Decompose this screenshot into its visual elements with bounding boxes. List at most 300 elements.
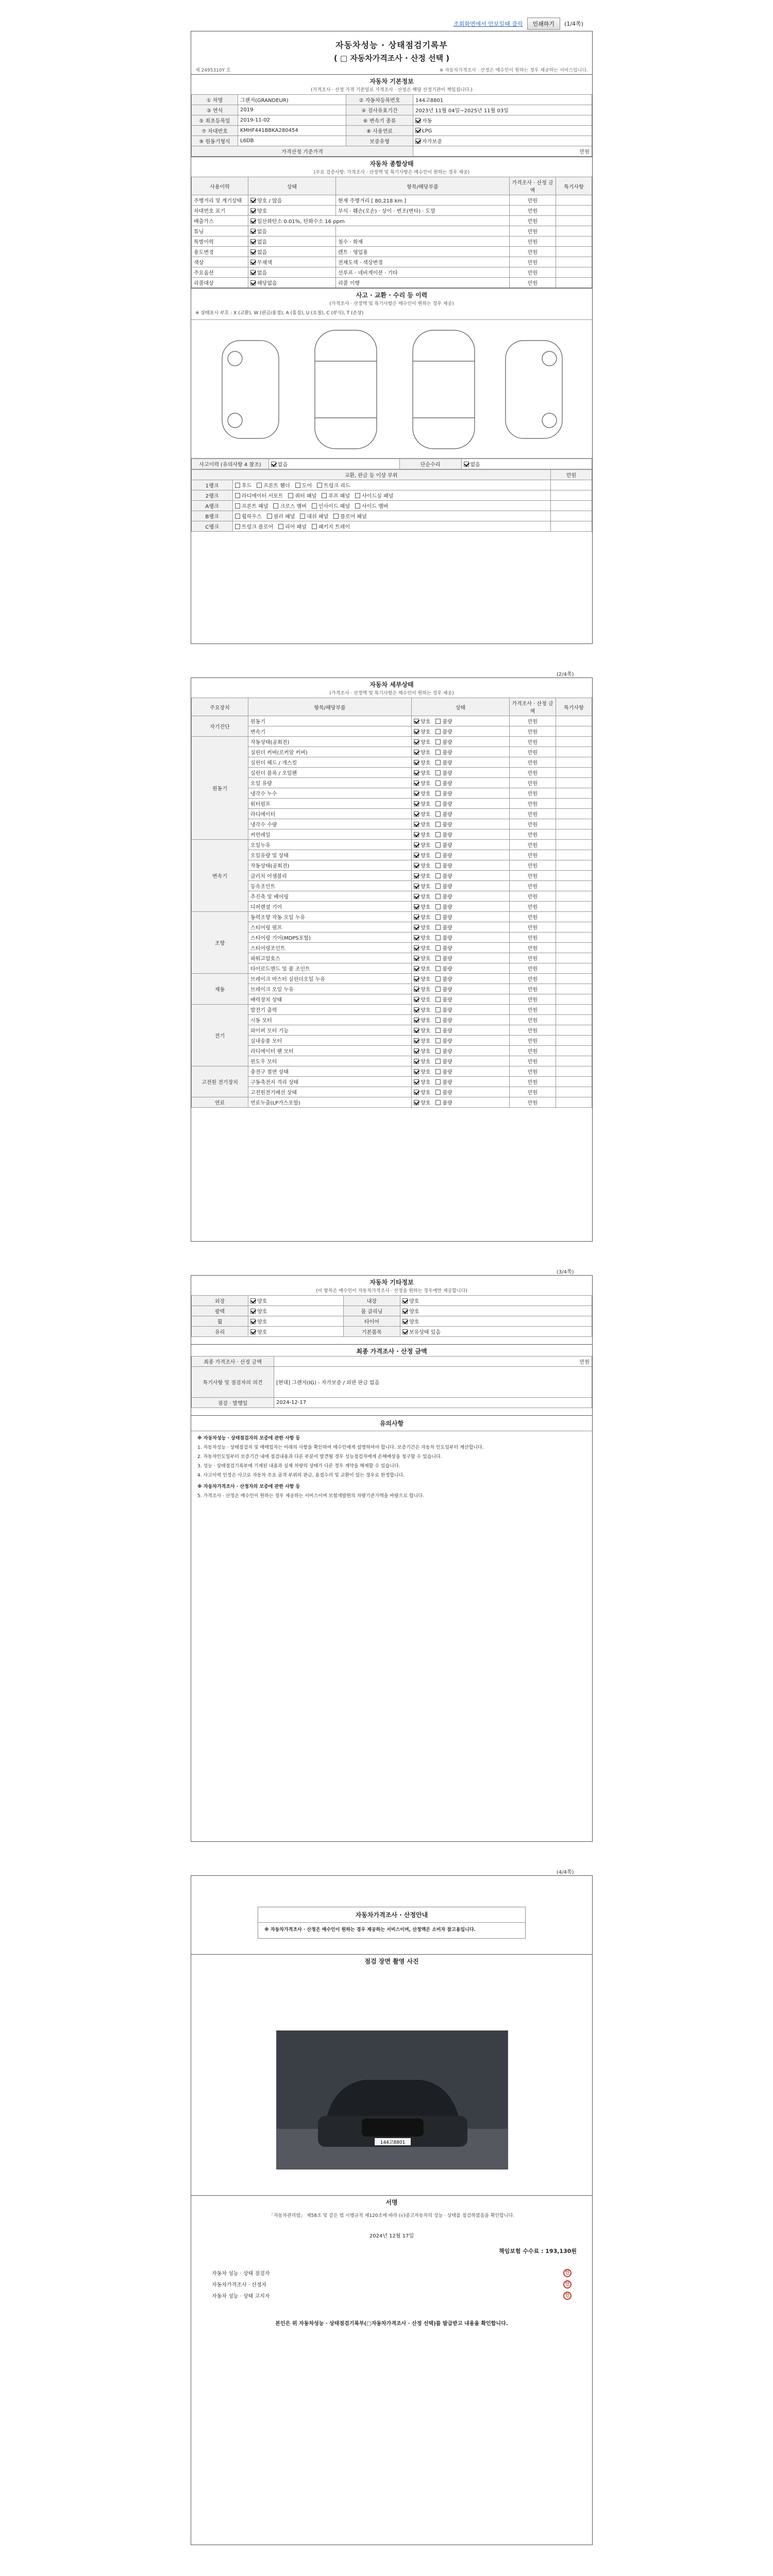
detail-item: 고전원전기배선 상태 xyxy=(248,1087,412,1097)
table-row xyxy=(192,500,592,511)
table-row xyxy=(192,1036,592,1046)
detail-price: 만원 xyxy=(510,829,556,840)
detail-item: 실린더 헤드 / 개스킷 xyxy=(248,757,412,768)
detail-state: 양호 불량 xyxy=(412,829,510,840)
seal-icon: 인 xyxy=(563,2280,572,2289)
table-row xyxy=(192,829,592,840)
sign-sub: 「자동차관리법」 제58조 및 같은 법 시행규칙 제120조에 따라 (√)중고자동차의 성능 · 상태를 점검하였음을 확인합니다. xyxy=(268,2213,515,2218)
date-value: 2024-12-17 xyxy=(274,1398,592,1408)
checkbox-icon xyxy=(435,1059,441,1064)
detail-note xyxy=(556,963,592,974)
table-row xyxy=(192,95,592,105)
detail-item: 시동 모터 xyxy=(248,1015,412,1025)
checkbox-icon xyxy=(435,832,441,837)
detail-state: 양호 불량 xyxy=(412,1066,510,1077)
table-row xyxy=(192,850,592,860)
detail-note xyxy=(556,881,592,891)
detail-note xyxy=(556,799,592,809)
table-row xyxy=(192,757,592,768)
detail-item: 커먼레일 xyxy=(248,829,412,840)
row-label: 색상 xyxy=(192,257,248,267)
row-price: 만원 xyxy=(510,257,556,267)
column-header: 가격조사 · 산정 금액 xyxy=(510,177,556,195)
help-link[interactable]: 조회화면에서 안보일때 클릭 xyxy=(453,21,523,27)
detail-state: 양호 불량 xyxy=(412,1087,510,1097)
label-inspect-period: ④ 검사유효기간 xyxy=(346,105,413,115)
detail-note xyxy=(556,953,592,963)
checkbox-icon xyxy=(435,997,441,1002)
detail-note xyxy=(556,860,592,871)
detail-note xyxy=(556,716,592,726)
detail-note xyxy=(556,768,592,778)
row-label: 외장 xyxy=(192,1296,248,1306)
table-row xyxy=(192,1306,592,1316)
detail-price: 만원 xyxy=(510,943,556,953)
table-row xyxy=(192,912,592,922)
table-row xyxy=(192,819,592,829)
row-label: 타이어 xyxy=(343,1316,400,1327)
vin: KMHF441BBKA280454 xyxy=(238,126,346,136)
device-group-label: 전기 xyxy=(192,1005,248,1066)
extra-section-sub: (이 항목은 매수인이 자동차가격조사 · 산정을 원하는 경우에만 제공합니다) xyxy=(316,1289,467,1294)
detail-state: 양호 불량 xyxy=(412,871,510,881)
detail-item: 발전기 출력 xyxy=(248,1005,412,1015)
detail-note xyxy=(556,737,592,747)
detail-price: 만원 xyxy=(510,1087,556,1097)
column-header: 가격조사 · 산정 금액 xyxy=(510,698,556,716)
table-row xyxy=(192,257,592,267)
checkbox-icon xyxy=(250,239,256,244)
detail-state: 양호 불량 xyxy=(412,819,510,829)
rank-label: A랭크 xyxy=(192,500,233,511)
row-state: 일산화탄소 0.01%, 탄화수소 16 ppm xyxy=(248,216,510,226)
law-note: ※ 자동차가격조사 · 산정은 매수인이 원하는 경우 제공하는 서비스입니다. xyxy=(439,68,588,73)
row-state: 양호 xyxy=(248,206,336,216)
notice-para: 3. 성능 · 상태점검기록부에 기재된 내용과 실제 차량의 상태가 다른 경우 계약을 해제할 수 있습니다. xyxy=(197,1463,400,1469)
column-header: 상태 xyxy=(248,177,336,195)
label-reg-no: ② 자동차등록번호 xyxy=(346,95,413,105)
row-label: 기본품목 xyxy=(343,1327,400,1337)
table-row xyxy=(192,1046,592,1056)
row-detail: 선루프 · 네비게이션 · 기타 xyxy=(336,267,510,278)
detail-price: 만원 xyxy=(510,1015,556,1025)
checkbox-icon xyxy=(435,729,441,734)
detail-price: 만원 xyxy=(510,819,556,829)
row-value: 양호 xyxy=(400,1306,592,1316)
checkbox-icon xyxy=(414,945,419,951)
top-toolbar xyxy=(453,18,583,30)
checkbox-icon xyxy=(414,1100,419,1105)
page-number-2: (2/4쪽) xyxy=(557,672,574,677)
detail-state: 양호 불량 xyxy=(412,1036,510,1046)
detail-price: 만원 xyxy=(510,1025,556,1036)
detail-section-sub: (가격조사 · 산정액 및 특기사항은 매수인이 원하는 경우 제공) xyxy=(329,691,454,696)
label-accident: 사고이력 (유의사항 4 참조) xyxy=(192,459,269,469)
checkbox-icon xyxy=(414,719,419,724)
table-row xyxy=(192,788,592,799)
checkbox-icon xyxy=(435,863,441,868)
rank-label: C랭크 xyxy=(192,521,233,531)
page-number-3: (3/4쪽) xyxy=(557,1269,574,1275)
signer-row: 자동차 성능 · 상태 점검자 인 xyxy=(191,2267,592,2279)
row-label: 리콜대상 xyxy=(192,278,248,288)
date-label: 점검 · 발행일 xyxy=(192,1398,274,1408)
detail-note xyxy=(556,1036,592,1046)
detail-state: 양호 불량 xyxy=(412,943,510,953)
row-price: 만원 xyxy=(510,278,556,288)
print-button[interactable]: 인쇄하기 xyxy=(527,18,561,30)
checkbox-icon xyxy=(415,139,421,144)
checkbox-icon xyxy=(435,945,441,951)
checkbox-icon xyxy=(414,842,419,848)
detail-item: 라디에이터 xyxy=(248,809,412,819)
detail-price: 만원 xyxy=(510,1077,556,1087)
device-group-label: 고전원 전기장치 xyxy=(192,1066,248,1097)
detail-price: 만원 xyxy=(510,902,556,912)
row-detail: 침수 · 화재 xyxy=(336,236,510,247)
car-top-view xyxy=(315,330,377,449)
row-detail xyxy=(336,226,510,236)
doc-title: 자동차성능 · 상태점검기록부 xyxy=(335,40,448,50)
detail-item: 스티어링 기어(MDPS포함) xyxy=(248,933,412,943)
label-transmission: ⑥ 변속기 종류 xyxy=(346,115,413,126)
table-row xyxy=(192,963,592,974)
detail-state: 양호 불량 xyxy=(412,891,510,902)
year: 2019 xyxy=(238,105,346,115)
checkbox-icon xyxy=(414,966,419,971)
detail-state: 양호 불량 xyxy=(412,922,510,933)
detail-item: 오일유량 및 상태 xyxy=(248,850,412,860)
label-fuel: ⑧ 사용연료 xyxy=(346,126,413,136)
checkbox-icon xyxy=(250,249,256,255)
sheet-page-3 xyxy=(191,1275,593,1842)
detail-state: 양호 불량 xyxy=(412,953,510,963)
detail-item: 오일 유량 xyxy=(248,778,412,788)
table-header-row xyxy=(192,698,592,716)
accident-section-title: 사고 · 교환 · 수리 등 이력 xyxy=(191,288,592,300)
detail-item: 연료누출(LP가스포함) xyxy=(248,1097,412,1108)
detail-note xyxy=(556,1025,592,1036)
checkbox-icon xyxy=(435,719,441,724)
checkbox-icon xyxy=(414,1038,419,1043)
row-value: 양호 xyxy=(248,1306,344,1316)
table-row xyxy=(192,521,592,531)
detail-state: 양호 불량 xyxy=(412,881,510,891)
checkbox-icon xyxy=(435,873,441,878)
table-row xyxy=(192,226,592,236)
checkbox-icon xyxy=(435,811,441,817)
detail-state: 양호 불량 xyxy=(412,726,510,737)
rank-parts: 후드 프론트 휀더 도어 트렁크 리드 xyxy=(233,480,551,490)
checkbox-icon xyxy=(435,801,441,806)
detail-state: 양호 불량 xyxy=(412,850,510,860)
frame-damage-table xyxy=(191,469,592,532)
detail-item: 와이퍼 모터 기능 xyxy=(248,1025,412,1036)
notice-para: 1. 자동차성능 · 상태점검자 및 매매업자는 아래의 사항을 확인하여 매수인에게 설명하여야 합니다. 보증기간은 자동차 인도일부터 계산합니다. xyxy=(197,1445,484,1450)
checkbox-icon xyxy=(414,997,419,1002)
doc-number: 제 2495310Y 호 xyxy=(195,68,231,73)
checkbox-icon xyxy=(435,1048,441,1054)
detail-price: 만원 xyxy=(510,963,556,974)
notice-para: 2. 자동차인도일부터 보증기간 내에 점검내용과 다른 부분이 발견될 경우 성능점검자에게 손해배상을 청구할 수 있습니다. xyxy=(197,1454,442,1460)
detail-note xyxy=(556,1087,592,1097)
table-row xyxy=(192,278,592,288)
detail-item: 등속조인트 xyxy=(248,881,412,891)
sign-date: 2024년 12월 17일 xyxy=(369,2233,414,2239)
checkbox-icon xyxy=(414,729,419,734)
table-row xyxy=(192,1316,592,1327)
frame-title: 교환, 판금 등 이상 부위 xyxy=(192,469,551,480)
detail-note xyxy=(556,1077,592,1087)
table-row xyxy=(192,768,592,778)
accident-summary-table xyxy=(191,459,592,469)
table-row xyxy=(192,459,592,469)
detail-price: 만원 xyxy=(510,799,556,809)
table-row xyxy=(192,1296,592,1306)
car-outline-diagram xyxy=(191,320,592,459)
checkbox-icon xyxy=(414,1059,419,1064)
detail-price: 만원 xyxy=(510,757,556,768)
table-row xyxy=(192,1327,592,1337)
row-value: 양호 xyxy=(248,1296,344,1306)
detail-state: 양호 불량 xyxy=(412,757,510,768)
accident-section-sub: (가격조사 · 산정액 및 특기사항은 매수인이 원하는 경우 제공) xyxy=(329,301,454,307)
checkbox-icon xyxy=(414,873,419,878)
table-row xyxy=(192,809,592,819)
detail-price: 만원 xyxy=(510,1046,556,1056)
checkbox-icon xyxy=(435,760,441,765)
detail-price: 만원 xyxy=(510,922,556,933)
detail-price: 만원 xyxy=(510,809,556,819)
table-row xyxy=(192,943,592,953)
inspection-photo xyxy=(276,2030,508,2170)
row-price: 만원 xyxy=(510,206,556,216)
row-price: 만원 xyxy=(510,216,556,226)
detail-state: 양호 불량 xyxy=(412,716,510,726)
rank-label: 2랭크 xyxy=(192,490,233,500)
checkbox-icon xyxy=(464,462,469,467)
price-guide-title: 자동차가격조사 · 산정안내 xyxy=(258,1907,525,1923)
table-row xyxy=(192,860,592,871)
sheet-page-2 xyxy=(191,677,593,1242)
detail-state: 양호 불량 xyxy=(412,963,510,974)
checkbox-icon xyxy=(435,1100,441,1105)
notice-title: 유의사항 xyxy=(191,1415,592,1431)
detail-item: 클러치 어셈블리 xyxy=(248,871,412,881)
detail-note xyxy=(556,747,592,757)
page-number: (1/4쪽) xyxy=(564,21,583,27)
label-first-reg: ⑤ 최초등록일 xyxy=(192,115,238,126)
table-row xyxy=(192,891,592,902)
detail-state: 양호 불량 xyxy=(412,984,510,994)
detail-item: 라디에이터 팬 모터 xyxy=(248,1046,412,1056)
checkbox-icon xyxy=(250,198,256,203)
row-value: 보유상태 있음 xyxy=(400,1327,592,1337)
price-guide-text: ※ 자동차가격조사 · 산정은 매수인이 원하는 경우 제공하는 서비스이며, 산정액은 소비자 참고용입니다. xyxy=(264,1927,476,1933)
checkbox-icon xyxy=(414,781,419,786)
notice-para: 4. 사고이력 인정은 사고로 자동차 주요 골격 부위의 판금, 용접수리 및 교환이 있는 경우로 한정합니다. xyxy=(197,1472,405,1478)
detail-item: 냉각수 누수 xyxy=(248,788,412,799)
checkbox-icon xyxy=(414,914,419,920)
detail-item: 배력장치 상태 xyxy=(248,994,412,1005)
column-header: 상태 xyxy=(412,698,510,716)
table-row xyxy=(192,840,592,850)
detail-note xyxy=(556,943,592,953)
table-row xyxy=(192,902,592,912)
column-header: 특기사항 xyxy=(556,698,592,716)
doc-subtitle: ( □ 자동차가격조사 · 산정 선택 ) xyxy=(333,54,450,63)
checkbox-icon xyxy=(415,118,421,123)
checkbox-icon xyxy=(414,894,419,899)
detail-note xyxy=(556,984,592,994)
frame-price: 만원 xyxy=(551,469,592,480)
sign-title: 서명 xyxy=(191,2195,592,2207)
table-row xyxy=(192,1398,592,1408)
detail-item: 작동상태(공회전) xyxy=(248,737,412,747)
checkbox-icon xyxy=(435,987,441,992)
row-price: 만원 xyxy=(510,195,556,206)
checkbox-icon xyxy=(414,863,419,868)
detail-note xyxy=(556,757,592,768)
row-price: 만원 xyxy=(510,226,556,236)
checkbox-icon xyxy=(435,1018,441,1023)
column-header: 주요장치 xyxy=(192,698,248,716)
checkbox-icon xyxy=(435,976,441,981)
seal-icon: 인 xyxy=(563,2269,572,2277)
simple-repair-value: 없음 xyxy=(461,459,592,469)
row-state: 양호 / 많음 xyxy=(248,195,336,206)
detail-state: 양호 불량 xyxy=(412,1005,510,1015)
checkbox-icon xyxy=(414,822,419,827)
inspect-period: 2023년 11월 04일~2025년 11월 03일 xyxy=(413,105,592,115)
notice-sub-1: ※ 자동차성능 · 상태점검자의 보증에 관한 사항 등 xyxy=(197,1436,300,1441)
detail-item: 실린더 블록 / 오일팬 xyxy=(248,768,412,778)
notice-body xyxy=(191,1431,592,1506)
rank-parts: 휠하우스 필러 패널 대쉬 패널 플로어 패널 xyxy=(233,511,551,521)
table-row xyxy=(192,737,592,747)
row-state: 없음 xyxy=(248,226,336,236)
checkbox-icon xyxy=(414,956,419,961)
checkbox-icon xyxy=(250,280,256,285)
detail-note xyxy=(556,829,592,840)
table-row xyxy=(192,146,592,157)
photo-title: 점검 장면 촬영 사진 xyxy=(191,1954,592,1966)
signer-row: 자동차 성능 · 상태 고지자 인 xyxy=(191,2290,592,2301)
detail-price: 만원 xyxy=(510,1036,556,1046)
extra-section-title: 자동차 기타정보 xyxy=(369,1279,414,1286)
table-row xyxy=(192,105,592,115)
table-row xyxy=(192,726,592,737)
detail-table xyxy=(191,698,592,1108)
rank-label: 1랭크 xyxy=(192,480,233,490)
checkbox-icon xyxy=(435,1038,441,1043)
row-label: 배출가스 xyxy=(192,216,248,226)
detail-price: 만원 xyxy=(510,860,556,871)
checkbox-icon xyxy=(414,1018,419,1023)
table-row xyxy=(192,195,592,206)
row-label: 룸 클리닝 xyxy=(343,1306,400,1316)
detail-item: 디퍼렌셜 기어 xyxy=(248,902,412,912)
checkbox-icon xyxy=(414,1028,419,1033)
table-row xyxy=(192,974,592,984)
row-label: 튜닝 xyxy=(192,226,248,236)
checkbox-icon xyxy=(414,884,419,889)
table-header-row xyxy=(192,177,592,195)
detail-price: 만원 xyxy=(510,850,556,860)
row-state: 해당없음 xyxy=(248,278,336,288)
detail-state: 양호 불량 xyxy=(412,902,510,912)
accident-value: 없음 xyxy=(269,459,400,469)
detail-state: 양호 불량 xyxy=(412,1097,510,1108)
notice-para: 5. 가격조사 · 산정은 매수인이 원하는 경우 제공하는 서비스이며 보험개발원의 차량기준가액을 바탕으로 합니다. xyxy=(197,1493,424,1499)
car-diagram xyxy=(191,319,592,459)
rank-parts: 트렁크 플로어 리어 패널 패키지 트레이 xyxy=(233,521,551,531)
detail-note xyxy=(556,1056,592,1066)
car-frame-view xyxy=(413,330,475,449)
detail-state: 양호 불량 xyxy=(412,799,510,809)
detail-price: 만원 xyxy=(510,984,556,994)
label-year: ③ 연식 xyxy=(192,105,238,115)
device-group-label: 조향 xyxy=(192,912,248,974)
detail-note xyxy=(556,912,592,922)
checkbox-icon xyxy=(414,904,419,909)
detail-item: 작동상태(공회전) xyxy=(248,860,412,871)
detail-item: 스티어링 펌프 xyxy=(248,922,412,933)
checkbox-icon xyxy=(435,1007,441,1012)
table-row xyxy=(192,778,592,788)
detail-item: 충전구 절연 상태 xyxy=(248,1066,412,1077)
detail-note xyxy=(556,1046,592,1056)
row-label: 주요옵션 xyxy=(192,267,248,278)
detail-item: 브레이크 오일 누유 xyxy=(248,984,412,994)
footer-statement: 본인은 위 자동차성능 · 상태점검기록부(□자동차가격조사 · 산정 선택)를 발급받고 내용을 확인합니다. xyxy=(275,2321,508,2327)
checkbox-icon xyxy=(435,1090,441,1095)
checkbox-icon xyxy=(435,904,441,909)
column-header: 항목/해당부품 xyxy=(336,177,510,195)
detail-item: 변속기 xyxy=(248,726,412,737)
checkbox-icon xyxy=(414,791,419,796)
detail-note xyxy=(556,850,592,860)
basic-section-sub: (가격조사 · 산정 가격 기준일로 가격조사 · 산정은 해당 산정기관이 책임집니다.) xyxy=(311,88,473,93)
checkbox-icon xyxy=(435,956,441,961)
opinion-table xyxy=(191,1356,592,1408)
license-plate: 144고8801 xyxy=(380,2140,406,2145)
checkbox-icon xyxy=(250,270,256,275)
table-row xyxy=(192,490,592,500)
detail-note xyxy=(556,871,592,881)
device-group-label: 제동 xyxy=(192,974,248,1005)
checkbox-icon xyxy=(435,750,441,755)
table-row xyxy=(192,799,592,809)
checkbox-icon xyxy=(414,770,419,775)
device-group-label: 원동기 xyxy=(192,737,248,840)
detail-state: 양호 불량 xyxy=(412,1056,510,1066)
row-detail: 현재 주행거리 [ 80,218 km ] xyxy=(336,195,510,206)
row-detail: 부식 · 훼손(오손) · 상이 · 변조(변타) · 도말 xyxy=(336,206,510,216)
detail-price: 만원 xyxy=(510,912,556,922)
special-text: [현대] 그랜저(IG) - 자가보증 / 외판 판금 없음 xyxy=(274,1367,592,1398)
detail-price: 만원 xyxy=(510,737,556,747)
checkbox-icon xyxy=(435,884,441,889)
checkbox-icon xyxy=(435,1069,441,1074)
detail-price: 만원 xyxy=(510,871,556,881)
table-row xyxy=(192,480,592,490)
detail-state: 양호 불량 xyxy=(412,809,510,819)
checkbox-icon xyxy=(435,914,441,920)
detail-price: 만원 xyxy=(510,1056,556,1066)
table-row xyxy=(192,716,592,726)
detail-note xyxy=(556,1005,592,1015)
